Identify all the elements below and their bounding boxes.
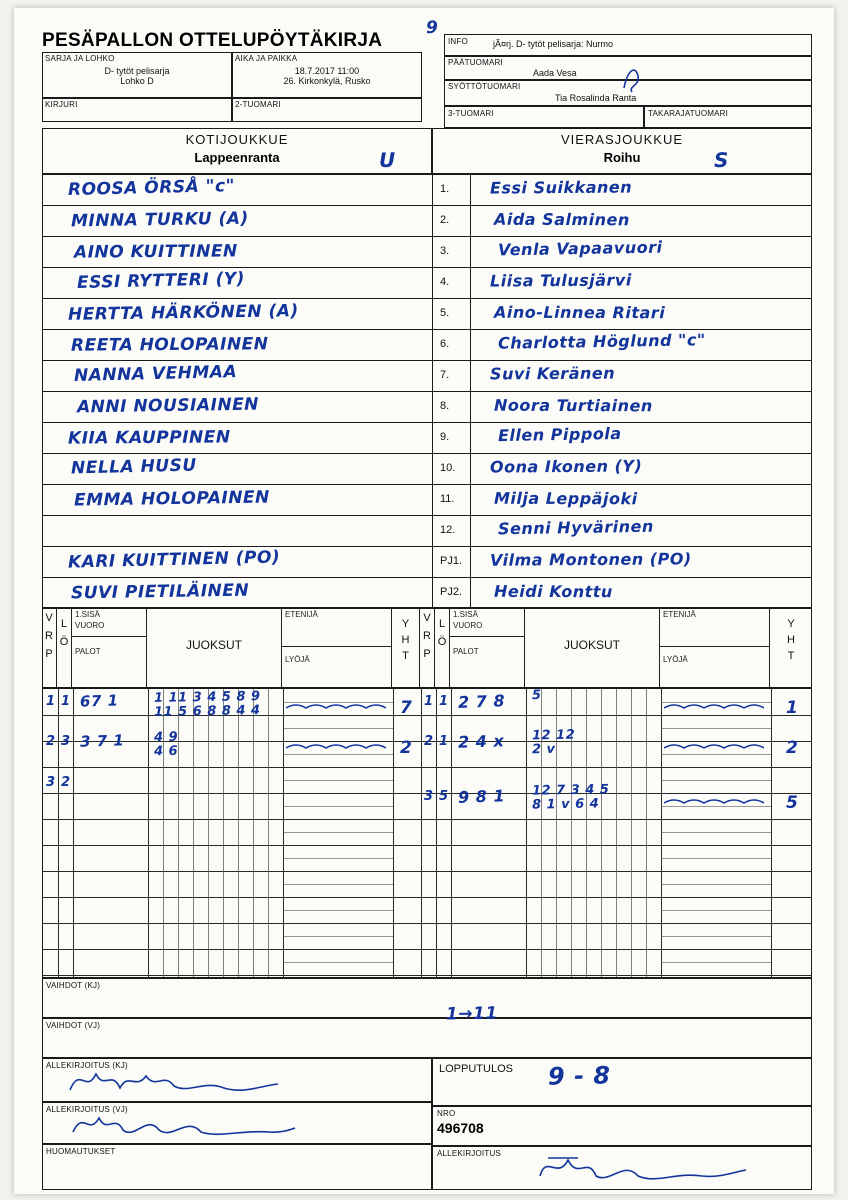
away-lyo-value: 1 — [439, 694, 449, 709]
etenija-half-line — [661, 910, 771, 911]
roster-number-divider — [432, 422, 433, 453]
away-lyo-value: 5 — [439, 788, 449, 804]
away-player-name: Vilma Montonen (PO) — [489, 549, 692, 570]
home-team-ink-mark: U — [378, 147, 396, 173]
away-player-name: Milja Leppäjoki — [493, 488, 638, 509]
vaihdot-vj-label: VAIHDOT (VJ) — [46, 1021, 101, 1030]
paatuomari-value: Aada Vesa — [533, 68, 577, 78]
roster-row-separator — [42, 484, 812, 485]
away-etenija-header: ETENIJÄ LYÖJÄ — [660, 608, 770, 688]
nro-value: 496708 — [437, 1120, 484, 1136]
roster-number-divider — [432, 453, 433, 484]
ink-mark-referee — [614, 58, 654, 98]
lopputulos-label: LOPPUTULOS — [439, 1063, 513, 1075]
roster-row-separator — [42, 205, 812, 206]
away-player-name: Noora Turtiainen — [493, 395, 653, 416]
roster-row-number: PJ1. — [440, 555, 463, 567]
away-player-name: Liisa Tulusjärvi — [489, 270, 632, 291]
roster-row-number: 9. — [440, 431, 450, 443]
vaihdot-kj-label: VAIHDOT (KJ) — [46, 981, 101, 990]
etenija-half-line — [661, 884, 771, 885]
away-palot-ink: 2 7 8 — [457, 691, 506, 712]
vaihdot-kj-box — [42, 978, 812, 1018]
allekirjoitus-label: ALLEKIRJOITUS — [437, 1149, 501, 1158]
home-player-name: ESSI RYTTERI (Y) — [76, 268, 246, 294]
roster-row-separator — [42, 391, 812, 392]
home-juoksut-header: JUOKSUT — [147, 608, 282, 688]
score-grid-fine-vline — [631, 689, 632, 978]
home-palot-ink: 3 7 1 — [79, 731, 125, 752]
sarja-value-2: Lohko D — [120, 76, 154, 86]
home-palot-header: 1.SISÄ VUORO PALOT — [72, 608, 147, 688]
roster-row-separator — [42, 577, 812, 578]
roster-row-separator — [42, 453, 812, 454]
score-grid-vline — [421, 689, 422, 978]
etenija-half-line — [283, 910, 393, 911]
score-grid-fine-vline — [616, 689, 617, 978]
home-team-name: Lappeenranta — [194, 150, 280, 165]
etenija-half-line — [661, 962, 771, 963]
score-grid-fine-vline — [268, 689, 269, 978]
etenija-half-line — [661, 728, 771, 729]
score-grid-fine-vline — [223, 689, 224, 978]
huomautukset-label: HUOMAUTUKSET — [46, 1147, 116, 1156]
score-grid-vline — [436, 689, 437, 978]
nro-box — [432, 1106, 812, 1146]
score-grid-vline — [148, 689, 149, 978]
roster-number-divider — [432, 329, 433, 360]
roster-number-divider — [432, 267, 433, 298]
home-vrp-value: 3 — [46, 774, 56, 790]
home-etenija-header: ETENIJÄ LYÖJÄ — [282, 608, 392, 688]
away-etenija-squiggle — [664, 740, 764, 754]
roster-row-number: 5. — [440, 307, 450, 319]
home-player-name: SUVI PIETILÄINEN — [70, 580, 250, 604]
away-vrp-header: V R P — [420, 608, 435, 688]
etenija-half-line — [283, 780, 393, 781]
roster-row-separator — [42, 298, 812, 299]
home-player-name: ANNI NOUSIAINEN — [76, 394, 260, 418]
home-player-name: KIIA KAUPPINEN — [67, 427, 231, 449]
kirjuri-label: KIRJURI — [45, 100, 78, 109]
home-etenija-squiggle — [286, 740, 386, 754]
away-yht-ink: 1 — [786, 698, 799, 718]
paatuomari-label: PÄÄTUOMARI — [448, 58, 503, 67]
away-runs-top-ink: 12 12 — [531, 727, 576, 744]
home-player-name: HERTTA HÄRKÖNEN (A) — [67, 301, 299, 325]
home-yht-ink: 2 — [400, 738, 413, 759]
signature-vj — [69, 1106, 299, 1142]
roster-number-divider — [432, 298, 433, 329]
home-player-name: REETA HOLOPAINEN — [70, 334, 269, 356]
etenija-half-line — [661, 780, 771, 781]
sarja-ja-lohko-box — [42, 52, 232, 98]
away-runs-bottom-ink: 2 v — [531, 742, 556, 758]
roster-number-divider — [432, 577, 433, 608]
roster-row-number: 12. — [440, 524, 456, 536]
home-team-label: KOTIJOUKKUE — [185, 132, 289, 147]
score-grid-fine-vline — [208, 689, 209, 978]
roster-row-separator — [42, 546, 812, 547]
etenija-half-line — [283, 936, 393, 937]
home-lyo-header: L Ö — [57, 608, 72, 688]
tuomari2-label: 2-TUOMARI — [235, 100, 281, 109]
roster-row-separator — [42, 515, 812, 516]
etenija-half-line — [283, 728, 393, 729]
takarajatuomari-label: TAKARAJATUOMARI — [648, 109, 729, 118]
vaihdot-note-ink: 1→11 — [445, 1003, 498, 1025]
home-runs-bottom-ink: 4 6 — [153, 744, 179, 760]
away-vrp-value: 3 — [424, 788, 434, 804]
away-runs-bottom-ink: 8 1 v 6 4 — [531, 796, 600, 813]
allekirjoitus-kj-label: ALLEKIRJOITUS (KJ) — [46, 1061, 128, 1070]
away-palot-ink: 9 8 1 — [457, 785, 506, 807]
away-yht-header: Y H T — [787, 618, 795, 662]
etenija-half-line — [283, 806, 393, 807]
score-grid-fine-vline — [601, 689, 602, 978]
score-grid-hline — [43, 819, 812, 820]
roster-row-separator — [42, 360, 812, 361]
roster-number-divider — [432, 484, 433, 515]
score-grid-fine-vline — [646, 689, 647, 978]
roster-number-divider — [432, 391, 433, 422]
roster-row-number: 3. — [440, 245, 450, 257]
tuomari3-box — [444, 106, 644, 128]
home-team-box — [42, 128, 432, 174]
score-grid-fine-vline — [586, 689, 587, 978]
away-player-name: Aida Salminen — [493, 209, 630, 230]
away-team-ink-mark: S — [713, 147, 730, 173]
etenija-half-line — [283, 832, 393, 833]
score-grid-vline — [661, 689, 662, 978]
away-player-name: Essi Suikkanen — [489, 177, 633, 198]
roster-row-number: 11. — [440, 493, 455, 505]
away-yht-ink: 5 — [786, 792, 799, 813]
home-yht-header: Y H T — [392, 608, 420, 688]
score-grid-hline — [43, 871, 812, 872]
away-lyo-value: 1 — [439, 734, 449, 750]
sarja-value-1: D- tytöt pelisarja — [104, 66, 170, 76]
home-runs-top-ink: 4 9 — [153, 730, 179, 746]
allekirjoitus-vj-label: ALLEKIRJOITUS (VJ) — [46, 1105, 128, 1114]
home-lyo-value: 1 — [61, 694, 71, 709]
aika-value: 18.7.2017 11:00 — [294, 66, 360, 76]
home-runs-top-ink: 1 11 3 4 5 8 9 — [153, 689, 261, 706]
tuomari2-box — [232, 98, 422, 122]
score-grid-vline — [526, 689, 527, 978]
home-palot-ink: 67 1 — [79, 691, 119, 711]
score-grid-hline — [43, 923, 812, 924]
score-grid-hline — [43, 897, 812, 898]
home-player-name: NANNA VEHMAA — [73, 362, 238, 386]
roster-row-separator — [42, 236, 812, 237]
home-runs-bottom-ink: 11 5 6 8 8 4 4 — [153, 703, 261, 720]
aika-ja-paikka-box — [232, 52, 422, 98]
roster-number-divider — [432, 546, 433, 577]
roster-row-number: 6. — [440, 338, 450, 350]
away-etenija-squiggle — [664, 700, 764, 714]
score-grid-vline — [451, 689, 452, 978]
away-vrp-value: 2 — [424, 734, 434, 750]
huomautukset-box — [42, 1144, 432, 1190]
score-grid-hline — [43, 845, 812, 846]
lopputulos-box — [432, 1058, 812, 1106]
score-grid-vline — [393, 689, 394, 978]
roster-number-divider — [432, 360, 433, 391]
roster-number-divider — [432, 515, 433, 546]
away-team-label: VIERASJOUKKUE — [560, 132, 684, 147]
away-juoksut-header: JUOKSUT — [525, 608, 660, 688]
etenija-half-line — [283, 858, 393, 859]
roster-row-number: 4. — [440, 276, 450, 288]
away-team-name: Roihu — [603, 150, 641, 165]
etenija-half-line — [661, 936, 771, 937]
corner-mark: 9 — [425, 17, 439, 39]
away-player-name: Ellen Pippola — [497, 423, 622, 446]
score-grid-vline — [58, 689, 59, 978]
away-player-name: Heidi Konttu — [493, 581, 613, 602]
roster-row-separator — [42, 267, 812, 268]
away-team-box — [432, 128, 812, 174]
score-grid-fine-vline — [193, 689, 194, 978]
away-lyo-header: L Ö — [435, 608, 450, 688]
page-title: PESÄPALLON OTTELUPÖYTÄKIRJA — [42, 30, 383, 51]
home-player-name: AINO KUITTINEN — [73, 241, 238, 263]
home-vrp-value: 1 — [46, 694, 56, 709]
score-grid-fine-vline — [253, 689, 254, 978]
home-etenija-squiggle — [286, 700, 386, 714]
etenija-half-line — [283, 962, 393, 963]
away-palot-ink: 2 4 x — [457, 731, 505, 753]
home-lyo-value: 3 — [61, 734, 71, 750]
away-vrp-value: 1 — [424, 694, 434, 709]
kirjuri-box — [42, 98, 232, 122]
roster-row-number: 7. — [440, 369, 450, 381]
away-runs-top-ink: 5 — [531, 687, 542, 704]
score-grid-fine-vline — [238, 689, 239, 978]
info-box — [444, 34, 812, 56]
home-yht-ink: 7 — [400, 698, 413, 718]
paikka-value: 26. Kirkonkylä, Rusko — [283, 76, 371, 86]
roster-row-number: PJ2. — [440, 586, 463, 598]
away-palot-header: 1.SISÄ VUORO PALOT — [450, 608, 525, 688]
roster-number-divider — [432, 174, 433, 205]
signature-referee — [534, 1150, 754, 1188]
signature-kj — [64, 1060, 284, 1100]
home-player-name: KARI KUITTINEN (PO) — [67, 547, 281, 573]
score-grid-hline — [43, 949, 812, 950]
vaihdot-vj-box — [42, 1018, 812, 1058]
home-player-name: MINNA TURKU (A) — [70, 208, 249, 232]
scanned-form — [14, 8, 834, 1194]
home-vrp-header: V R P — [42, 608, 57, 688]
score-grid-vline — [771, 689, 772, 978]
roster-number-divider — [432, 236, 433, 267]
away-player-name: Charlotta Höglund "c" — [497, 330, 706, 353]
info-label: INFO — [448, 37, 468, 46]
roster-row-number: 2. — [440, 214, 450, 226]
nro-label: NRO — [437, 1109, 456, 1118]
home-vrp-value: 2 — [46, 734, 56, 750]
roster-row-number: 8. — [440, 400, 450, 412]
away-runs-top-ink: 12 7 3 4 5 — [531, 781, 610, 799]
away-yht-ink: 2 — [786, 738, 799, 759]
info-value: jÃ¤rj. D- tytöt pelisarja: Nurmo — [493, 39, 614, 49]
etenija-half-line — [661, 858, 771, 859]
home-player-name: NELLA HUSU — [70, 455, 197, 479]
away-etenija-squiggle — [664, 795, 764, 809]
roster-row-number: 10. — [440, 462, 456, 474]
home-player-name: ROOSA ÖRSÅ "c" — [67, 175, 236, 201]
away-player-name: Oona Ikonen (Y) — [489, 456, 643, 477]
tuomari3-label: 3-TUOMARI — [448, 109, 494, 118]
score-grid-vline — [283, 689, 284, 978]
score-grid-fine-vline — [178, 689, 179, 978]
etenija-half-line — [283, 884, 393, 885]
score-grid-vline — [73, 689, 74, 978]
roster-number-divider — [432, 205, 433, 236]
away-player-name: Senni Hyvärinen — [497, 516, 654, 539]
score-grid-hline — [43, 975, 812, 976]
roster-row-separator — [42, 422, 812, 423]
roster-row-number: 1. — [440, 183, 450, 195]
sarja-ja-lohko-label: SARJA JA LOHKO — [45, 54, 115, 63]
home-player-name: EMMA HOLOPAINEN — [73, 487, 270, 511]
syottotuomari-label: SYÖTTÖTUOMARI — [448, 82, 521, 91]
lopputulos-value-ink: 9 - 8 — [547, 1061, 611, 1091]
away-player-name: Suvi Keränen — [489, 363, 616, 384]
aika-ja-paikka-label: AIKA JA PAIKKA — [235, 54, 298, 63]
syottotuomari-value: Tia Rosalinda Ranta — [555, 93, 637, 103]
home-lyo-value: 2 — [61, 774, 71, 790]
away-player-name: Venla Vapaavuori — [497, 237, 663, 260]
score-grid-hline — [43, 767, 812, 768]
away-player-name: Aino-Linnea Ritari — [493, 302, 666, 323]
takarajatuomari-box — [644, 106, 812, 128]
etenija-half-line — [661, 832, 771, 833]
